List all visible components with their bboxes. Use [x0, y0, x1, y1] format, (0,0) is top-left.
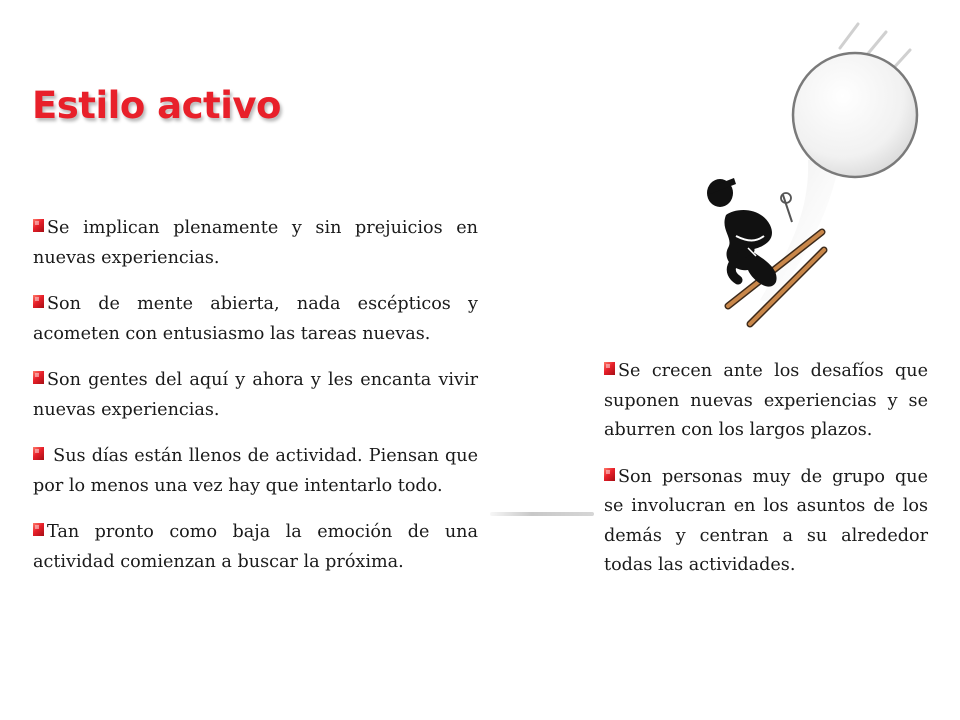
bullet-text: Son gentes del aquí y ahora y les encanta vivir nuevas experiencias.	[33, 370, 478, 420]
list-item	[33, 290, 478, 349]
bullet-text: Se crecen ante los desafíos que suponen nuevas experiencias y se aburren con los largos plazos.	[604, 361, 928, 440]
red-square-bullet-icon	[33, 447, 44, 460]
decorative-divider	[490, 512, 594, 516]
bullet-text: Son personas muy de grupo que se involucran en los asuntos de los demás y centran a su alrededor todas las actividades.	[604, 466, 928, 575]
list-item	[604, 463, 928, 581]
red-square-bullet-icon	[33, 371, 44, 384]
left-bullet-list	[33, 214, 478, 594]
skier-with-snowball-icon	[690, 10, 960, 330]
right-bullet-list	[604, 357, 928, 598]
red-square-bullet-icon	[604, 362, 615, 375]
red-square-bullet-icon	[33, 295, 44, 308]
bullet-text: Sus días están llenos de actividad. Piensan que por lo menos una vez hay que intentarlo todo.	[33, 446, 479, 496]
list-item	[604, 357, 928, 446]
bullet-text: Tan pronto como baja la emoción de una actividad comienzan a buscar la próxima.	[33, 522, 478, 572]
red-square-bullet-icon	[33, 219, 44, 232]
list-item	[33, 442, 478, 501]
slide-title: Estilo activo	[32, 84, 281, 127]
list-item	[33, 214, 478, 273]
list-item	[33, 366, 478, 425]
bullet-text: Son de mente abierta, nada escépticos y acometen con entusiasmo las tareas nuevas.	[33, 294, 478, 344]
bullet-text: Se implican plenamente y sin prejuicios en nuevas experiencias.	[33, 218, 478, 268]
list-item	[33, 518, 478, 577]
red-square-bullet-icon	[604, 468, 615, 481]
red-square-bullet-icon	[33, 523, 44, 536]
